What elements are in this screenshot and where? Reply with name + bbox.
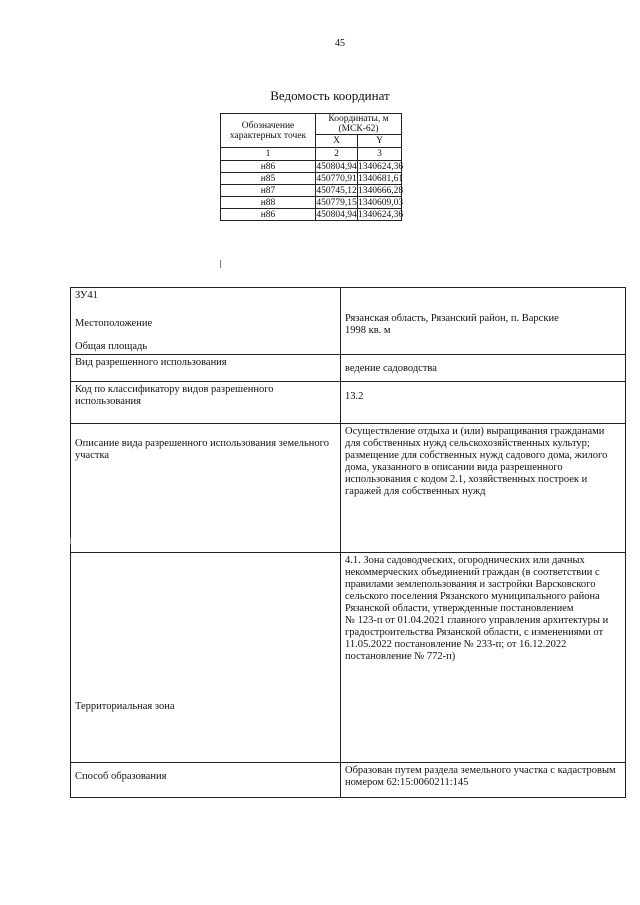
method-row <box>71 763 626 798</box>
y-column-header: Y <box>358 135 402 148</box>
parcel-identity-labels <box>71 288 341 355</box>
table-row <box>221 197 402 209</box>
usage-label: Вид разрешенного использования <box>71 355 341 382</box>
column-number: 1 <box>221 148 316 161</box>
coordinates-table <box>220 113 402 221</box>
column-index-row <box>221 148 402 161</box>
coords-column-header: Координаты, м (МСК-62) <box>316 114 402 135</box>
point-id: н88 <box>221 197 316 209</box>
y-value: 1340681,61 <box>358 173 404 184</box>
scan-mark <box>220 260 221 268</box>
description-label: Описание вида разрешенного использования земельного участка <box>71 424 341 553</box>
usage-row <box>71 355 626 382</box>
y-value: 1340624,36 <box>358 209 404 220</box>
coordinates-title: Ведомость координат <box>270 88 390 103</box>
zone-value-part-2: № 123-п от 01.04.2021 главного управления архитектуры и градостроительства Рязанской области, с изменениями от 11.05.2022 постановление № 233-п; от 16.12.2022 постановление № 772-п) <box>345 615 609 662</box>
x-value: 450770,91 <box>316 173 357 184</box>
area-value: 1998 кв. м <box>345 325 391 336</box>
y-value: 1340666,28 <box>358 185 404 196</box>
classifier-label: Код по классификатору видов разрешенного использования <box>71 382 341 424</box>
x-value: 450804,94 <box>316 209 357 220</box>
y-value: 1340609,03 <box>358 197 404 208</box>
point-column-header: Обозначение характерных точек <box>221 114 316 148</box>
table-row <box>221 209 402 221</box>
point-id: н86 <box>221 161 316 173</box>
table-row <box>221 161 402 173</box>
x-value: 450804,94 <box>316 161 357 172</box>
x-column-header: X <box>316 135 358 148</box>
point-id: н87 <box>221 185 316 197</box>
classifier-value: 13.2 <box>341 382 626 424</box>
column-number: 3 <box>358 148 402 161</box>
parcel-code: ЗУ41 <box>75 290 98 301</box>
parcel-identity-values <box>341 288 626 355</box>
classifier-row <box>71 382 626 424</box>
table-row <box>221 185 402 197</box>
zone-value <box>341 553 626 763</box>
description-row <box>71 424 626 553</box>
y-value: 1340624,36 <box>358 161 404 172</box>
zone-row <box>71 553 626 763</box>
parcel-identity-row <box>71 288 626 355</box>
parcel-table <box>70 287 626 798</box>
area-label: Общая площадь <box>75 341 148 352</box>
point-id: н85 <box>221 173 316 185</box>
x-value: 450745,12 <box>316 185 357 196</box>
point-id: н86 <box>221 209 316 221</box>
method-value: Образован путем раздела земельного участка с кадастровым номером 62:15:0060211:145 <box>341 763 626 798</box>
description-value: Осуществление отдыха и (или) выращивания гражданами для собственных нужд сельскохозяйственных культур; размещение для собственных нужд садового дома, жилого дома, указанного в описании вида разрешенного использования с кодом 2.1, хозяйственных построек и гаражей для собственных нужд <box>341 424 626 553</box>
column-number: 2 <box>316 148 358 161</box>
zone-value-part-1: 4.1. Зона садоводческих, огороднических или дачных некоммерческих объединений граждан (в соответствии с правилами землепользования и застройки Варсковского сельского поселения Рязанского муниципального района Рязанской области, утвержденные постановлением <box>345 555 600 614</box>
method-label: Способ образования <box>71 763 341 798</box>
location-label: Местоположение <box>75 318 153 329</box>
page-number: 45 <box>335 38 345 49</box>
scan-mark <box>70 538 71 544</box>
usage-value: ведение садоводства <box>341 355 626 382</box>
x-value: 450779,15 <box>316 197 357 208</box>
location-value: Рязанская область, Рязанский район, п. Варские <box>345 313 559 324</box>
zone-label: Территориальная зона <box>71 553 341 763</box>
table-row <box>221 173 402 185</box>
